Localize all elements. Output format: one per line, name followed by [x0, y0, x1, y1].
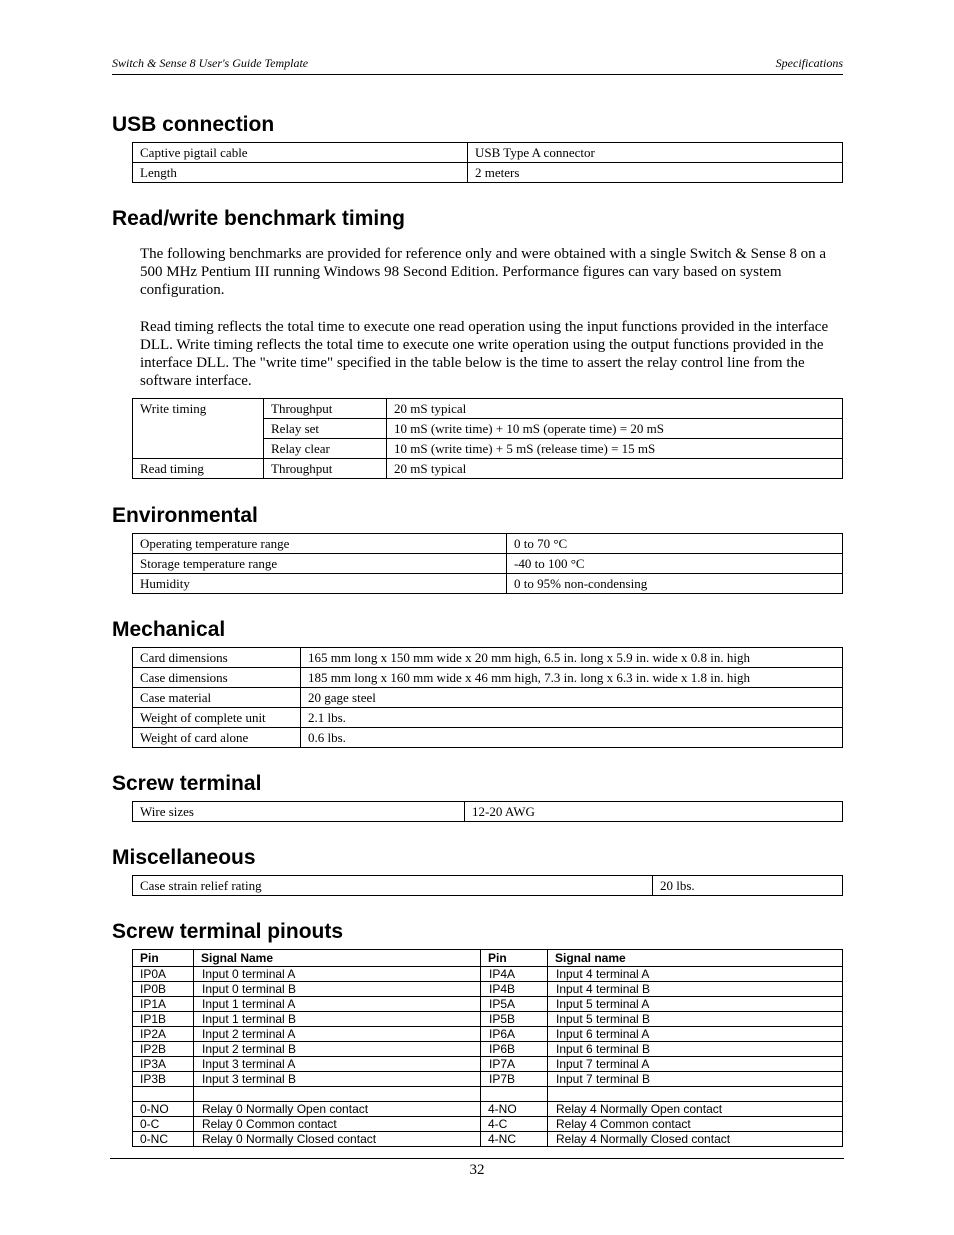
table-cell: 10 mS (write time) + 5 mS (release time) = 15 mS: [387, 439, 843, 459]
table-cell: Operating temperature range: [133, 534, 507, 554]
table-header-cell: Signal name: [548, 950, 843, 967]
table-cell: Input 3 terminal A: [194, 1057, 481, 1072]
page-header: [112, 56, 843, 75]
table-row: [133, 967, 843, 982]
table-row: [133, 163, 843, 183]
table-header-row: [133, 950, 843, 967]
table-cell: Relay clear: [264, 439, 387, 459]
table-cell: Relay 0 Normally Closed contact: [194, 1132, 481, 1147]
miscellaneous-table: [132, 875, 843, 896]
table-cell: IP7B: [481, 1072, 548, 1087]
table-cell: Throughput: [264, 459, 387, 479]
table-row: [133, 1102, 843, 1117]
table-cell: [548, 1087, 843, 1102]
table-cell: Relay 4 Normally Open contact: [548, 1102, 843, 1117]
table-cell: Input 6 terminal A: [548, 1027, 843, 1042]
table-row: [133, 982, 843, 997]
table-cell: IP5B: [481, 1012, 548, 1027]
table-row: [133, 399, 843, 419]
table-cell: Relay 0 Common contact: [194, 1117, 481, 1132]
table-cell: IP4A: [481, 967, 548, 982]
table-cell: Storage temperature range: [133, 554, 507, 574]
table-cell: Input 4 terminal B: [548, 982, 843, 997]
table-cell: Relay set: [264, 419, 387, 439]
table-cell: IP1A: [133, 997, 194, 1012]
table-header-cell: Signal Name: [194, 950, 481, 967]
table-cell: Throughput: [264, 399, 387, 419]
table-row: [133, 1027, 843, 1042]
table-cell: IP6B: [481, 1042, 548, 1057]
table-cell: Input 0 terminal A: [194, 967, 481, 982]
usb-table: [132, 142, 843, 183]
header-section: Specifications: [775, 56, 843, 70]
table-header-cell: Pin: [481, 950, 548, 967]
table-cell: Card dimensions: [133, 648, 301, 668]
table-cell: Input 4 terminal A: [548, 967, 843, 982]
table-cell: 0-NC: [133, 1132, 194, 1147]
table-cell: IP4B: [481, 982, 548, 997]
table-cell: 2 meters: [468, 163, 843, 183]
table-row: [133, 1087, 843, 1102]
table-row: [133, 668, 843, 688]
table-cell: 0 to 95% non-condensing: [507, 574, 843, 594]
table-row: [133, 554, 843, 574]
table-row: [133, 802, 843, 822]
screw-terminal-table: [132, 801, 843, 822]
table-row: [133, 1057, 843, 1072]
header-doc-title: Switch & Sense 8 User's Guide Template: [112, 56, 309, 70]
table-cell: Case strain relief rating: [133, 876, 653, 896]
table-cell: 20 gage steel: [301, 688, 843, 708]
table-cell: 4-C: [481, 1117, 548, 1132]
mechanical-heading: Mechanical: [112, 618, 226, 641]
table-row: [133, 1042, 843, 1057]
table-cell: IP5A: [481, 997, 548, 1012]
table-cell: IP3A: [133, 1057, 194, 1072]
table-cell: Read timing: [133, 459, 264, 479]
table-cell: Input 3 terminal B: [194, 1072, 481, 1087]
table-cell: Input 5 terminal A: [548, 997, 843, 1012]
benchmark-heading: Read/write benchmark timing: [112, 207, 405, 230]
miscellaneous-heading: Miscellaneous: [112, 846, 256, 869]
table-cell: Write timing: [133, 399, 264, 459]
table-cell: 4-NC: [481, 1132, 548, 1147]
table-header-cell: Pin: [133, 950, 194, 967]
table-cell: IP3B: [133, 1072, 194, 1087]
benchmark-paragraph-1: The following benchmarks are provided for reference only and were obtained with a single Switch & Sense 8 on a 500 MHz Pentium III running Windows 98 Second Edition. Performance figures can vary based on system configuration.: [140, 246, 827, 298]
table-cell: 0.6 lbs.: [301, 728, 843, 748]
table-cell: [481, 1087, 548, 1102]
table-cell: [133, 1087, 194, 1102]
table-cell: 0-NO: [133, 1102, 194, 1117]
table-cell: Input 2 terminal B: [194, 1042, 481, 1057]
table-cell: 0 to 70 °C: [507, 534, 843, 554]
table-row: [133, 648, 843, 668]
table-cell: 165 mm long x 150 mm wide x 20 mm high, 6.5 in. long x 5.9 in. wide x 0.8 in. high: [301, 648, 843, 668]
table-row: [133, 876, 843, 896]
table-cell: Humidity: [133, 574, 507, 594]
footer-rule: [110, 1158, 844, 1159]
table-cell: 20 lbs.: [653, 876, 843, 896]
table-cell: Captive pigtail cable: [133, 143, 468, 163]
environmental-table: [132, 533, 843, 594]
table-cell: Length: [133, 163, 468, 183]
table-row: [133, 708, 843, 728]
table-cell: 0-C: [133, 1117, 194, 1132]
table-cell: Relay 0 Normally Open contact: [194, 1102, 481, 1117]
table-cell: Input 0 terminal B: [194, 982, 481, 997]
table-cell: 10 mS (write time) + 10 mS (operate time) = 20 mS: [387, 419, 843, 439]
table-row: [133, 688, 843, 708]
table-cell: Input 6 terminal B: [548, 1042, 843, 1057]
table-row: [133, 1072, 843, 1087]
mechanical-table: [132, 647, 843, 748]
table-cell: Input 5 terminal B: [548, 1012, 843, 1027]
table-cell: 20 mS typical: [387, 399, 843, 419]
benchmark-paragraph-2: Read timing reflects the total time to execute one read operation using the input functions provided in the interface DLL. Write timing reflects the total time to execute one write operation using the output functions provided in the interface DLL. The "write time" specified in the table below is the time to assert the relay control line from the software interface.: [140, 319, 829, 389]
table-cell: Case dimensions: [133, 668, 301, 688]
benchmark-table: [132, 398, 843, 479]
table-cell: Wire sizes: [133, 802, 465, 822]
table-cell: Weight of card alone: [133, 728, 301, 748]
table-row: [133, 1132, 843, 1147]
table-cell: 2.1 lbs.: [301, 708, 843, 728]
table-cell: -40 to 100 °C: [507, 554, 843, 574]
table-cell: USB Type A connector: [468, 143, 843, 163]
table-cell: 185 mm long x 160 mm wide x 46 mm high, 7.3 in. long x 6.3 in. wide x 1.8 in. high: [301, 668, 843, 688]
table-cell: Relay 4 Normally Closed contact: [548, 1132, 843, 1147]
table-row: [133, 1012, 843, 1027]
table-cell: Input 7 terminal B: [548, 1072, 843, 1087]
table-cell: IP0B: [133, 982, 194, 997]
table-cell: Input 7 terminal A: [548, 1057, 843, 1072]
table-cell: IP6A: [481, 1027, 548, 1042]
table-cell: IP2B: [133, 1042, 194, 1057]
table-cell: [194, 1087, 481, 1102]
table-row: [133, 997, 843, 1012]
table-cell: Relay 4 Common contact: [548, 1117, 843, 1132]
table-cell: Case material: [133, 688, 301, 708]
screw-terminal-heading: Screw terminal: [112, 772, 262, 795]
table-row: [133, 1117, 843, 1132]
table-row: [133, 534, 843, 554]
table-cell: 20 mS typical: [387, 459, 843, 479]
pinouts-table: [132, 949, 843, 1147]
table-cell: Weight of complete unit: [133, 708, 301, 728]
page-number: 32: [469, 1162, 485, 1178]
table-cell: Input 1 terminal B: [194, 1012, 481, 1027]
table-cell: IP1B: [133, 1012, 194, 1027]
table-cell: Input 2 terminal A: [194, 1027, 481, 1042]
pinouts-heading: Screw terminal pinouts: [112, 920, 344, 943]
table-row: [133, 459, 843, 479]
usb-heading: USB connection: [112, 113, 275, 136]
environmental-heading: Environmental: [112, 504, 258, 527]
table-cell: Input 1 terminal A: [194, 997, 481, 1012]
table-row: [133, 728, 843, 748]
table-cell: IP7A: [481, 1057, 548, 1072]
table-row: [133, 143, 843, 163]
table-cell: IP2A: [133, 1027, 194, 1042]
table-cell: 12-20 AWG: [465, 802, 843, 822]
table-cell: IP0A: [133, 967, 194, 982]
table-cell: 4-NO: [481, 1102, 548, 1117]
table-row: [133, 574, 843, 594]
